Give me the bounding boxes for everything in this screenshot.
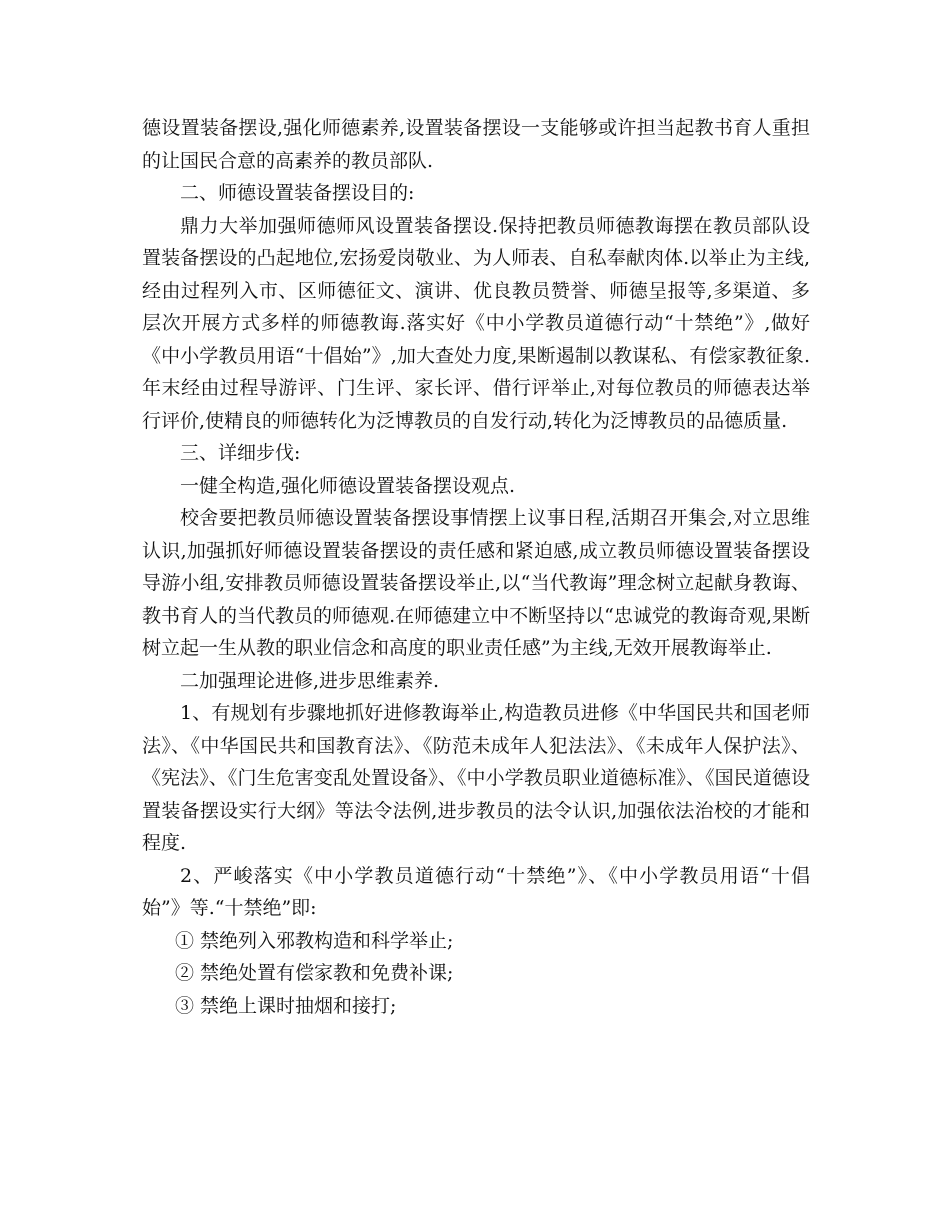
paragraph-continuation: 德设置装备摆设,强化师德素养,设置装备摆设一支能够或许担当起教书育人重担的让国民合意的高素养的教员部队. — [142, 117, 810, 172]
paragraph-ten-prohibitions: 2、严峻落实《中小学教员道德行动“十禁绝”》、《中小学教员用语“十倡始”》等.“十禁绝”即: — [142, 864, 810, 919]
paragraph-study-laws: 1、有规划有步骤地抓好进修教诲举止,构造教员进修《中华国民共和国老师法》、《中华国民共和国教育法》、《防范未成年人犯法法》、《未成年人保护法》、《宪法》、《门生危害变乱处置设备》、《中小学教员职业道德标准》、《国民道德设置装备摆设实行大纲》等法令法例,进步教员的法令认识,加强依法治校的才能和程度. — [142, 702, 810, 854]
section-heading-goals: 二、师德设置装备摆设目的: — [180, 182, 415, 204]
list-item-prohibition-3: ③ 禁绝上课时抽烟和接打; — [175, 994, 397, 1017]
paragraph-organization: 校舍要把教员师德设置装备摆设事情摆上议事日程,活期召开集会,对立思维认识,加强抓好师德设置装备摆设的责任感和紧迫感,成立教员师德设置装备摆设导游小组,安排教员师德设置装备摆设举止,以“当代教诲”理念树立起献身教诲、教书育人的当代教员的师德观.在师德建立中不断坚持以“忠诚党的教诲奇观,果断树立起一生从教的职业信念和高度的职业责任感”为主线,无效开展教诲举止. — [142, 507, 810, 659]
list-item-prohibition-2: ② 禁绝处置有偿家教和免费补课; — [175, 962, 454, 984]
document-body — [142, 112, 810, 1022]
subheading-organization: 一健全构造,强化师德设置装备摆设观点. — [180, 474, 516, 497]
list-item-prohibition-1: ① 禁绝列入邪教构造和科学举止; — [175, 929, 454, 952]
paragraph-goals: 鼎力大举加强师德师风设置装备摆设.保持把教员师德教诲摆在教员部队设置装备摆设的凸起地位,宏扬爱岗敬业、为人师表、自私奉献肉体.以举止为主线,经由过程列入市、区师德征文、演讲、优良教员赞誉、师德呈报等,多渠道、多层次开展方式多样的师德教诲.落实好《中小学教员道德行动“十禁绝”》,做好《中小学教员用语“十倡始”》,加大查处力度,果断遏制以教谋私、有偿家教征象.年末经由过程导游评、门生评、家长评、借行评举止,对每位教员的师德表达举行评价,使精良的师德转化为泛博教员的自发行动,转化为泛博教员的品德质量. — [142, 214, 810, 432]
section-heading-steps: 三、详细步伐: — [180, 442, 301, 464]
subheading-theory-study: 二加强理论进修,进步思维素养. — [180, 669, 440, 692]
